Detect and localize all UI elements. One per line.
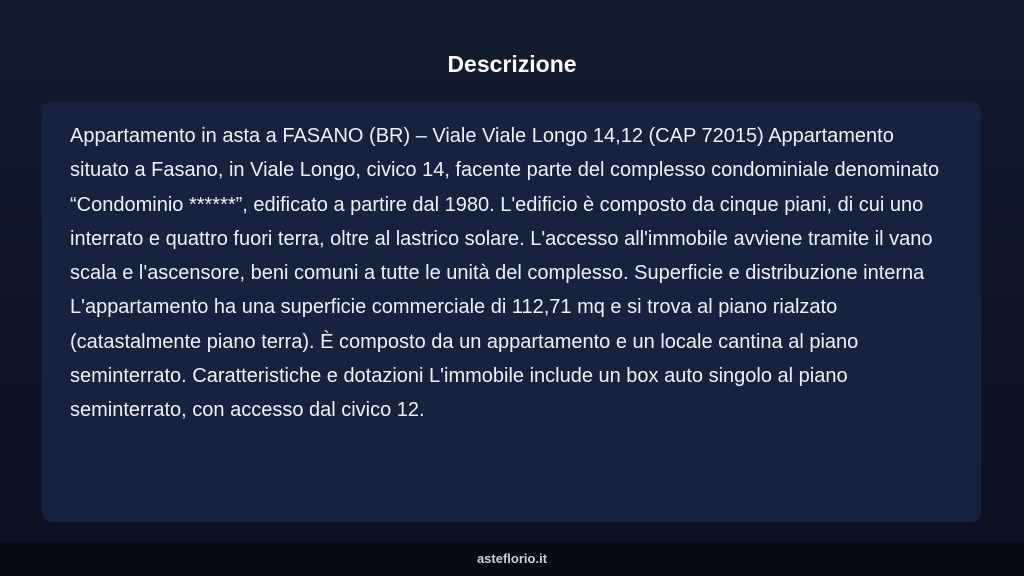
description-card xyxy=(42,101,981,522)
footer-bar xyxy=(0,542,1024,576)
footer-site-label: asteflorio.it xyxy=(476,551,548,566)
page-title: Descrizione xyxy=(447,51,577,77)
description-text: Appartamento in asta a FASANO (BR) – Viale Viale Longo 14,12 (CAP 72015) Appartamento situato a Fasano, in Viale Longo, civico 14, facente parte del complesso condominiale denominato “Condominio ******”, edificato a partire dal 1980. L'edificio è composto da cinque piani, di cui uno interrato e quattro fuori terra, oltre al lastrico solare. L'accesso all'immobile avviene tramite il vano scala e l'ascensore, beni comuni a tutte le unità del complesso. Superficie e distribuzione interna L'appartamento ha una superficie commerciale di 112,71 mq e si trova al piano rialzato (catastalmente piano terra). È composto da un appartamento e un locale cantina al piano seminterrato. Caratteristiche e dotazioni L'immobile include un box auto singolo al piano seminterrato, con accesso dal civico 12. xyxy=(70,125,940,422)
